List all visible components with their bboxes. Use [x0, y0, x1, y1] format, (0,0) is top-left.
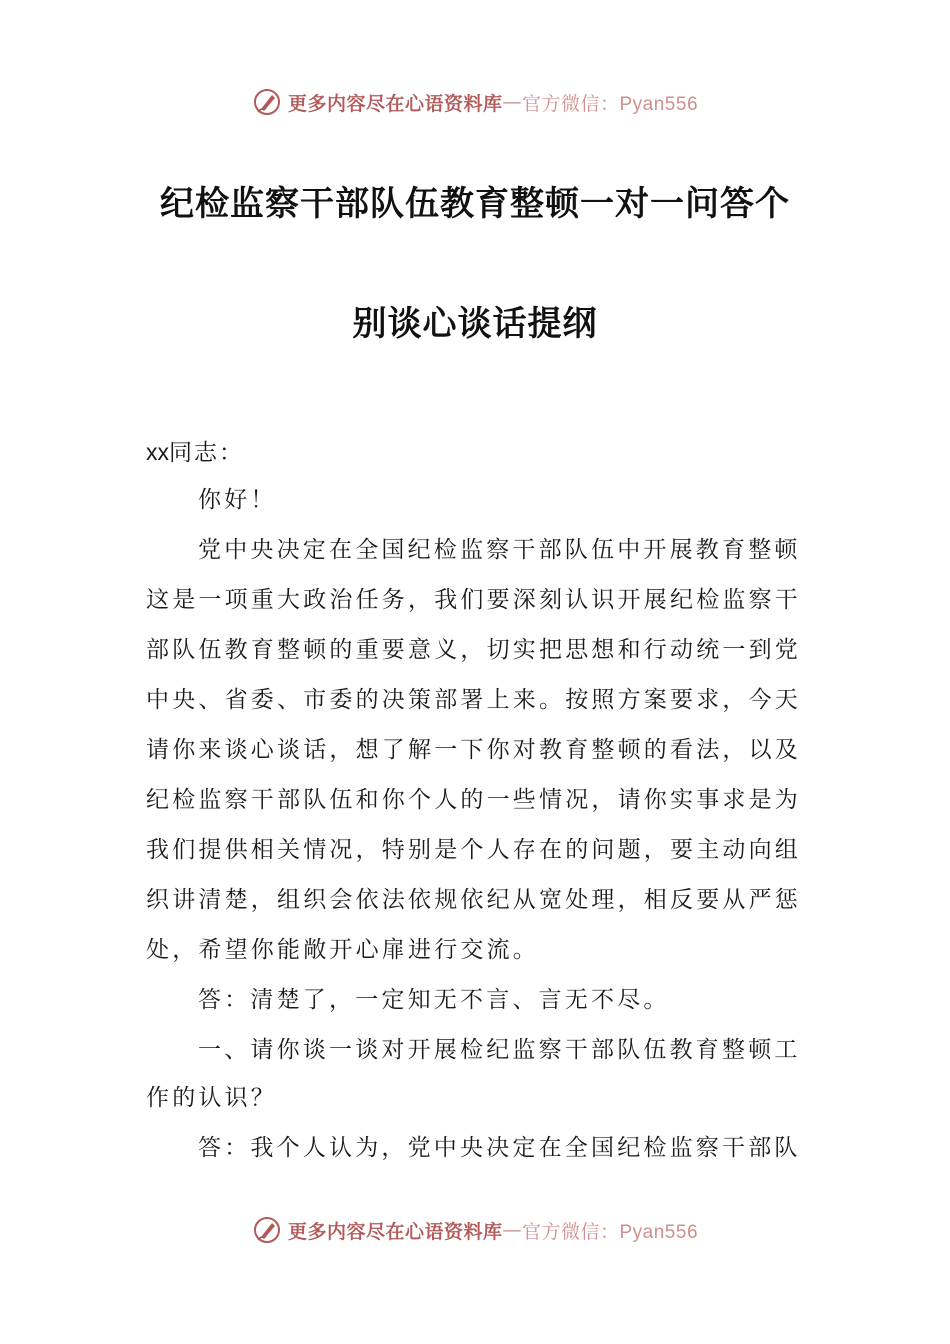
body-line: 答：清楚了，一定知无不言、言无不尽。	[198, 987, 670, 1013]
body-line: 党中央决定在全国纪检监察干部队伍中开展教育整顿	[198, 537, 801, 563]
banner-brand: 更多内容尽在心语资料库	[287, 92, 503, 115]
body-line: 纪检监察干部队伍和你个人的一些情况，请你实事求是为	[146, 787, 801, 813]
footer-banner	[0, 1210, 950, 1250]
body-line: 答：我个人认为，党中央决定在全国纪检监察干部队	[198, 1135, 801, 1161]
document-title-line-2: 别谈心谈话提纲	[352, 304, 598, 344]
banner-contact: 官方微信：Pyan556	[522, 1221, 699, 1243]
body-line: 请你来谈心谈话，想了解一下你对教育整顿的看法，以及	[146, 737, 801, 763]
body-line: 织讲清楚，组织会依法依规依纪从宽处理，相反要从严惩	[146, 887, 801, 913]
body-line: 你好！	[198, 487, 277, 513]
body-line: 一、请你谈一谈对开展检纪监察干部队伍教育整顿工	[198, 1037, 801, 1063]
banner-contact: 官方微信：Pyan556	[522, 93, 699, 115]
body-line: 我们提供相关情况，特别是个人存在的问题，要主动向组	[146, 837, 801, 863]
body-line: 部队伍教育整顿的重要意义，切实把思想和行动统一到党	[146, 637, 801, 663]
pen-nib-logo-icon	[252, 87, 282, 117]
banner-brand: 更多内容尽在心语资料库	[287, 1220, 503, 1243]
banner-separator: —	[502, 1219, 522, 1241]
pen-nib-logo-icon	[252, 1215, 282, 1245]
body-line: 处，希望你能敞开心扉进行交流。	[146, 937, 539, 963]
greeting-suffix: 同志：	[169, 440, 244, 466]
greeting-name: xx	[146, 439, 169, 465]
header-banner	[0, 82, 950, 122]
banner-separator: —	[502, 91, 522, 113]
body-line: 作的认识？	[146, 1085, 277, 1111]
body-line: 这是一项重大政治任务，我们要深刻认识开展纪检监察干	[146, 587, 801, 613]
greeting	[146, 434, 244, 467]
body-line: 中央、省委、市委的决策部署上来。按照方案要求，今天	[146, 687, 801, 713]
document-title-line-1: 纪检监察干部队伍教育整顿一对一问答个	[160, 184, 790, 224]
